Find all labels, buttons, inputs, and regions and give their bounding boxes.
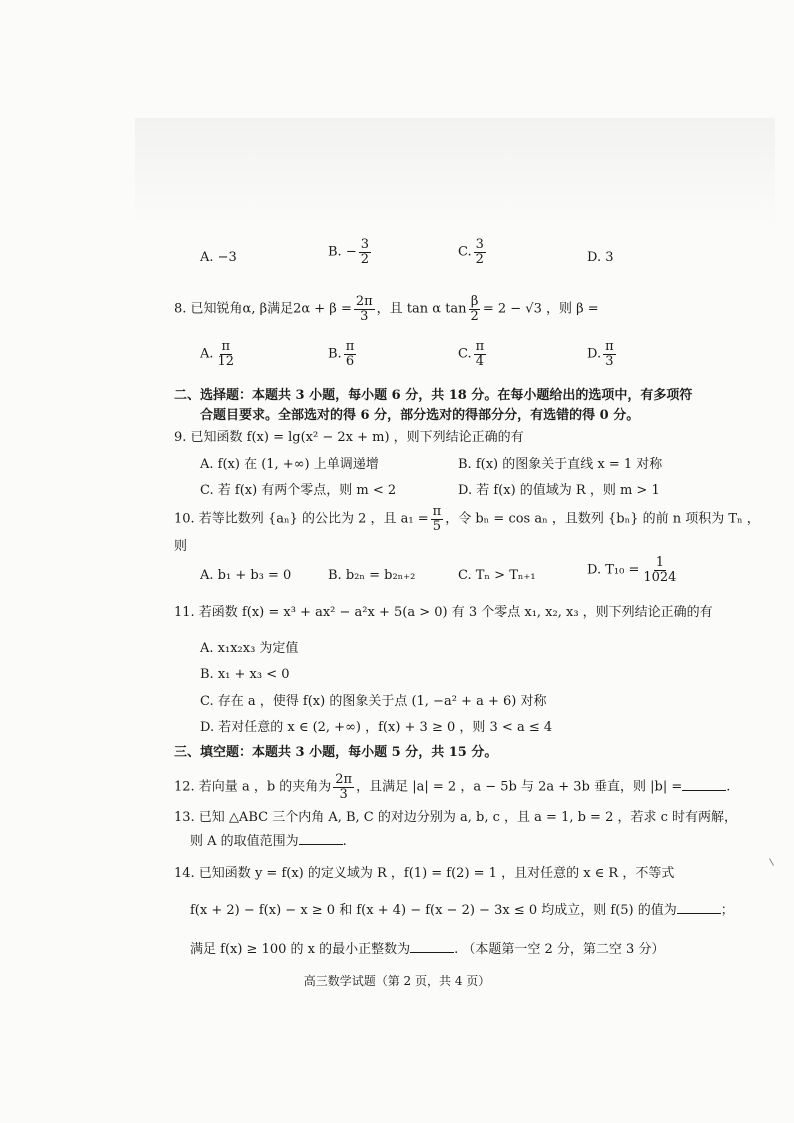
section2-heading-cont: 合题目要求。全部选对的得 6 分，部分选对的得部分分，有选错的得 0 分。 (200, 408, 640, 423)
q9-option-d: D. 若 f(x) 的值域为 R ，则 m > 1 (458, 483, 660, 498)
q7-option-b: B. − $\frac{3}{2}$ (328, 237, 369, 267)
q8-option-d: D. $\frac{\pi}{3}$ (587, 339, 614, 369)
q10-stem-cont: 则 (174, 539, 188, 554)
q7-option-d: D. 3 (587, 250, 614, 265)
fraction: $\frac{\pi}{6}$ (345, 339, 355, 369)
q9-option-a: A. f(x) 在 (1, +∞) 上单调递增 (200, 457, 379, 472)
fraction: $\frac{1}{1024}$ (643, 555, 677, 585)
q10-option-a: A. b₁ + b₃ = 0 (200, 568, 292, 583)
q9-option-c: C. 若 f(x) 有两个零点，则 m < 2 (200, 483, 397, 498)
fraction: $\frac{2\pi}{3}$ (335, 772, 353, 802)
fraction: $\frac{\pi}{5}$ (432, 504, 442, 534)
q8-option-a: A. $\frac{\pi}{12}$ (200, 339, 235, 369)
q12-stem: 12. 若向量 a ，b 的夹角为 $\frac{2\pi}{3}$ ，且满足 |a| = 2 ，a − 5b 与 2a + 3b 垂直，则 |b| = . (174, 772, 731, 802)
q11-option-b: B. x₁ + x₃ < 0 (200, 667, 290, 682)
q11-option-a: A. x₁x₂x₃ 为定值 (200, 641, 299, 656)
fraction: $\frac{3}{2}$ (475, 237, 484, 267)
q7-option-c: C. $\frac{3}{2}$ (458, 237, 484, 267)
fraction: $\frac{\pi}{4}$ (475, 339, 485, 369)
section2-heading: 二、选择题：本题共 3 小题，每小题 6 分，共 18 分。在每小题给出的选项中，有多项符 (174, 388, 693, 403)
answer-blank (677, 901, 721, 914)
q10-option-b: B. b₂ₙ = b₂ₙ₊₂ (328, 568, 416, 583)
answer-blank (410, 940, 454, 953)
fraction: $\frac{2\pi}{3}$ (355, 294, 373, 324)
q8-option-b: B. $\frac{\pi}{6}$ (328, 339, 355, 369)
q11-option-d: D. 若对任意的 x ∈ (2, +∞) ，f(x) + 3 ≥ 0 ，则 3 < a ≤ 4 (200, 720, 553, 735)
fraction: $\frac{3}{2}$ (360, 237, 369, 267)
q13-stem: 13. 已知 △ABC 三个内角 A, B, C 的对边分别为 a, b, c ，且 a = 1, b = 2 ，若求 c 时有两解， (174, 810, 738, 825)
q14-stem-line2: f(x + 2) − f(x) − x ≥ 0 和 f(x + 4) − f(x − 2) − 3x ≤ 0 均成立，则 f(5) 的值为 ； (190, 903, 734, 918)
scan-mark (769, 858, 774, 865)
q10-option-c: C. Tₙ > Tₙ₊₁ (458, 568, 536, 583)
q8-stem: 8. 已知锐角α, β满足2α + β = $\frac{2\pi}{3}$ ，且 tan α tan $\frac{\beta}{2}$ = 2 − √3 ，则 β = (174, 294, 599, 324)
q8-option-c: C. $\frac{\pi}{4}$ (458, 339, 485, 369)
fraction: $\frac{\pi}{3}$ (605, 339, 614, 369)
q9-stem: 9. 已知函数 f(x) = lg(x² − 2x + m) ，则下列结论正确的有 (174, 430, 524, 445)
fraction: $\frac{\beta}{2}$ (470, 294, 479, 324)
q7-option-a: A. −3 (200, 250, 237, 265)
q14-stem: 14. 已知函数 y = f(x) 的定义域为 R ，f(1) = f(2) = 1 ，且对任意的 x ∈ R ，不等式 (174, 866, 675, 881)
q11-option-c: C. 存在 a ，使得 f(x) 的图象关于点 (1, −a² + a + 6) 对称 (200, 694, 547, 709)
fraction: $\frac{\pi}{12}$ (217, 339, 235, 369)
answer-blank (682, 778, 726, 791)
q11-stem: 11. 若函数 f(x) = x³ + ax² − a²x + 5(a > 0) 有 3 个零点 x₁, x₂, x₃ ，则下列结论正确的有 (174, 605, 713, 620)
q10-stem: 10. 若等比数列 {aₙ} 的公比为 2 ，且 a₁ = $\frac{\pi}{5}$ ，令 bₙ = cos aₙ ，且数列 {bₙ} 的前 n 项积为 Tₙ ， (174, 504, 760, 534)
section3-heading: 三、填空题：本题共 3 小题，每小题 5 分，共 15 分。 (174, 745, 498, 760)
page-footer: 高三数学试题（第 2 页，共 4 页） (303, 974, 491, 988)
answer-blank (299, 832, 343, 845)
q13-stem-cont: 则 A 的取值范围为 . (190, 834, 347, 849)
scan-shadow (135, 118, 775, 228)
q14-stem-line3: 满足 f(x) ≥ 100 的 x 的最小正整数为 . （本题第一空 2 分，第二空 3 分） (190, 942, 665, 957)
q9-option-b: B. f(x) 的图象关于直线 x = 1 对称 (458, 457, 663, 472)
q10-option-d: D. T₁₀ = $\frac{1}{1024}$ (587, 555, 677, 585)
